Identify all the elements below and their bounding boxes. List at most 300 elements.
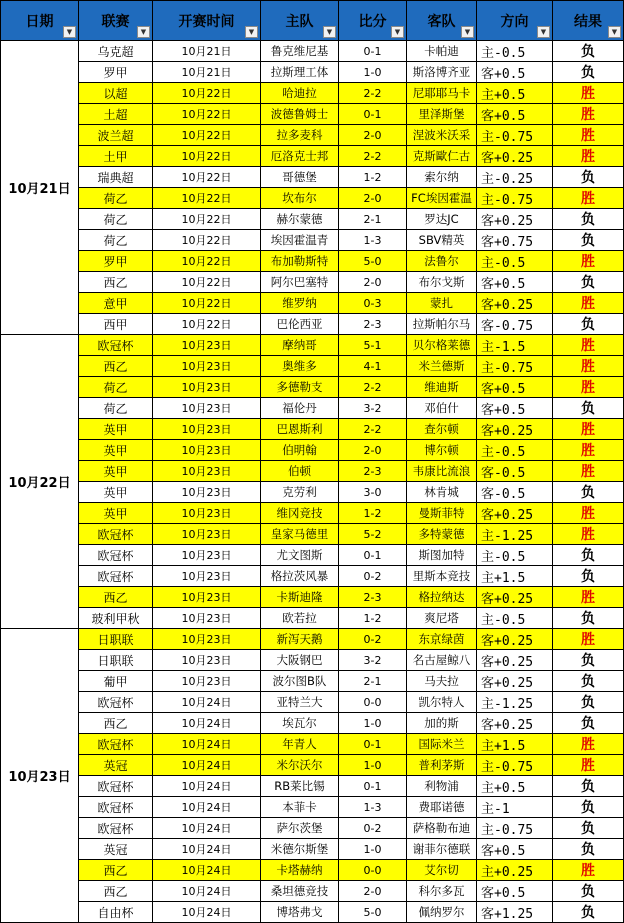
time-cell[interactable]: 10月22日 <box>153 167 261 188</box>
time-cell[interactable]: 10月23日 <box>153 503 261 524</box>
home-team-cell[interactable]: 赫尔蒙德 <box>261 209 339 230</box>
league-cell[interactable]: 西乙 <box>79 587 153 608</box>
result-cell[interactable]: 胜 <box>553 755 624 776</box>
time-cell[interactable]: 10月23日 <box>153 335 261 356</box>
result-cell[interactable]: 胜 <box>553 440 624 461</box>
direction-cell[interactable]: 客+0.25 <box>477 671 553 692</box>
home-team-cell[interactable]: 福伦丹 <box>261 398 339 419</box>
time-cell[interactable]: 10月24日 <box>153 734 261 755</box>
date-group-cell[interactable]: 10月22日 <box>1 335 79 629</box>
score-cell[interactable]: 2-1 <box>339 209 407 230</box>
home-team-cell[interactable]: 伯明翰 <box>261 440 339 461</box>
score-cell[interactable]: 2-2 <box>339 83 407 104</box>
result-cell[interactable]: 胜 <box>553 293 624 314</box>
away-team-cell[interactable]: 普利茅斯 <box>407 755 477 776</box>
home-team-cell[interactable]: 拉斯理工体 <box>261 62 339 83</box>
home-team-cell[interactable]: 巴伦西亚 <box>261 314 339 335</box>
direction-cell[interactable]: 客+0.5 <box>477 839 553 860</box>
home-team-cell[interactable]: 本菲卡 <box>261 797 339 818</box>
home-team-cell[interactable]: 卡斯迪隆 <box>261 587 339 608</box>
result-cell[interactable]: 负 <box>553 545 624 566</box>
league-cell[interactable]: 罗甲 <box>79 251 153 272</box>
score-cell[interactable]: 2-2 <box>339 146 407 167</box>
home-team-cell[interactable]: 拉多麦科 <box>261 125 339 146</box>
score-cell[interactable]: 0-1 <box>339 776 407 797</box>
time-cell[interactable]: 10月23日 <box>153 566 261 587</box>
time-cell[interactable]: 10月22日 <box>153 209 261 230</box>
result-cell[interactable]: 负 <box>553 314 624 335</box>
away-team-cell[interactable]: 罗达JC <box>407 209 477 230</box>
away-team-cell[interactable]: 里泽斯堡 <box>407 104 477 125</box>
league-cell[interactable]: 英甲 <box>79 482 153 503</box>
dropdown-arrow-icon[interactable]: ▼ <box>391 26 404 38</box>
score-cell[interactable]: 0-2 <box>339 818 407 839</box>
dropdown-arrow-icon[interactable]: ▼ <box>245 26 258 38</box>
home-team-cell[interactable]: 年青人 <box>261 734 339 755</box>
result-cell[interactable]: 负 <box>553 776 624 797</box>
away-team-cell[interactable]: 贝尔格莱德 <box>407 335 477 356</box>
result-cell[interactable]: 负 <box>553 41 624 62</box>
home-team-cell[interactable]: 卡塔赫纳 <box>261 860 339 881</box>
away-team-cell[interactable]: 蒙扎 <box>407 293 477 314</box>
away-team-cell[interactable]: 米兰德斯 <box>407 356 477 377</box>
result-cell[interactable]: 胜 <box>553 251 624 272</box>
score-cell[interactable]: 2-0 <box>339 188 407 209</box>
away-team-cell[interactable]: 利物浦 <box>407 776 477 797</box>
time-cell[interactable]: 10月24日 <box>153 755 261 776</box>
time-cell[interactable]: 10月23日 <box>153 398 261 419</box>
direction-cell[interactable]: 客+0.5 <box>477 377 553 398</box>
away-team-cell[interactable]: 萨格勒布迪 <box>407 818 477 839</box>
direction-cell[interactable]: 客-0.5 <box>477 461 553 482</box>
time-cell[interactable]: 10月23日 <box>153 524 261 545</box>
score-cell[interactable]: 1-2 <box>339 503 407 524</box>
time-cell[interactable]: 10月24日 <box>153 860 261 881</box>
home-team-cell[interactable]: 格拉茨风暴 <box>261 566 339 587</box>
away-team-cell[interactable]: 索尔纳 <box>407 167 477 188</box>
score-cell[interactable]: 0-2 <box>339 629 407 650</box>
league-cell[interactable]: 葡甲 <box>79 671 153 692</box>
result-cell[interactable]: 负 <box>553 482 624 503</box>
direction-cell[interactable]: 客+0.25 <box>477 146 553 167</box>
header-away[interactable] <box>407 1 477 41</box>
home-team-cell[interactable]: 维冈竞技 <box>261 503 339 524</box>
score-cell[interactable]: 2-1 <box>339 671 407 692</box>
away-team-cell[interactable]: 曼斯菲特 <box>407 503 477 524</box>
result-cell[interactable]: 负 <box>553 230 624 251</box>
result-cell[interactable]: 负 <box>553 692 624 713</box>
result-cell[interactable]: 负 <box>553 608 624 629</box>
league-cell[interactable]: 日职联 <box>79 650 153 671</box>
league-cell[interactable]: 欧冠杯 <box>79 797 153 818</box>
league-cell[interactable]: 荷乙 <box>79 209 153 230</box>
home-team-cell[interactable]: 摩纳哥 <box>261 335 339 356</box>
league-cell[interactable]: 欧冠杯 <box>79 335 153 356</box>
away-team-cell[interactable]: 谢菲尔德联 <box>407 839 477 860</box>
league-cell[interactable]: 英甲 <box>79 440 153 461</box>
home-team-cell[interactable]: 埃瓦尔 <box>261 713 339 734</box>
time-cell[interactable]: 10月23日 <box>153 608 261 629</box>
score-cell[interactable]: 1-0 <box>339 62 407 83</box>
away-team-cell[interactable]: 拉斯帕尔马 <box>407 314 477 335</box>
league-cell[interactable]: 荷乙 <box>79 398 153 419</box>
home-team-cell[interactable]: 哈迪拉 <box>261 83 339 104</box>
away-team-cell[interactable]: 林肯城 <box>407 482 477 503</box>
score-cell[interactable]: 2-3 <box>339 314 407 335</box>
result-cell[interactable]: 负 <box>553 272 624 293</box>
league-cell[interactable]: 乌克超 <box>79 41 153 62</box>
result-cell[interactable]: 负 <box>553 797 624 818</box>
score-cell[interactable]: 3-0 <box>339 482 407 503</box>
away-team-cell[interactable]: 名古屋鲸八 <box>407 650 477 671</box>
direction-cell[interactable]: 主-0.75 <box>477 125 553 146</box>
date-group-cell[interactable]: 10月21日 <box>1 41 79 335</box>
time-cell[interactable]: 10月24日 <box>153 797 261 818</box>
time-cell[interactable]: 10月23日 <box>153 419 261 440</box>
score-cell[interactable]: 5-0 <box>339 902 407 923</box>
home-team-cell[interactable]: 奥维多 <box>261 356 339 377</box>
time-cell[interactable]: 10月22日 <box>153 104 261 125</box>
home-team-cell[interactable]: 尤文图斯 <box>261 545 339 566</box>
away-team-cell[interactable]: 爽尼塔 <box>407 608 477 629</box>
away-team-cell[interactable]: 凯尔特人 <box>407 692 477 713</box>
time-cell[interactable]: 10月22日 <box>153 272 261 293</box>
time-cell[interactable]: 10月23日 <box>153 587 261 608</box>
direction-cell[interactable]: 主+0.5 <box>477 776 553 797</box>
dropdown-arrow-icon[interactable]: ▼ <box>608 26 621 38</box>
score-cell[interactable]: 1-0 <box>339 713 407 734</box>
score-cell[interactable]: 1-0 <box>339 755 407 776</box>
result-cell[interactable]: 负 <box>553 713 624 734</box>
league-cell[interactable]: 西甲 <box>79 314 153 335</box>
away-team-cell[interactable]: 费耶诺德 <box>407 797 477 818</box>
dropdown-arrow-icon[interactable]: ▼ <box>537 26 550 38</box>
score-cell[interactable]: 0-2 <box>339 566 407 587</box>
direction-cell[interactable]: 主-0.5 <box>477 545 553 566</box>
header-direction[interactable] <box>477 1 553 41</box>
score-cell[interactable]: 5-2 <box>339 524 407 545</box>
score-cell[interactable]: 5-1 <box>339 335 407 356</box>
score-cell[interactable]: 2-0 <box>339 881 407 902</box>
home-team-cell[interactable]: 波尔图B队 <box>261 671 339 692</box>
league-cell[interactable]: 英甲 <box>79 503 153 524</box>
away-team-cell[interactable]: 涅波米沃采 <box>407 125 477 146</box>
direction-cell[interactable]: 客+0.5 <box>477 398 553 419</box>
away-team-cell[interactable]: 韦康比流浪 <box>407 461 477 482</box>
home-team-cell[interactable]: 哥德堡 <box>261 167 339 188</box>
result-cell[interactable]: 负 <box>553 671 624 692</box>
dropdown-arrow-icon[interactable]: ▼ <box>323 26 336 38</box>
league-cell[interactable]: 土甲 <box>79 146 153 167</box>
away-team-cell[interactable]: 邓伯什 <box>407 398 477 419</box>
home-team-cell[interactable]: 维罗纳 <box>261 293 339 314</box>
direction-cell[interactable]: 客+1.25 <box>477 902 553 923</box>
score-cell[interactable]: 2-3 <box>339 461 407 482</box>
time-cell[interactable]: 10月23日 <box>153 440 261 461</box>
time-cell[interactable]: 10月22日 <box>153 188 261 209</box>
score-cell[interactable]: 0-1 <box>339 104 407 125</box>
direction-cell[interactable]: 主-1.5 <box>477 335 553 356</box>
direction-cell[interactable]: 主-0.75 <box>477 755 553 776</box>
result-cell[interactable]: 负 <box>553 839 624 860</box>
away-team-cell[interactable]: 尼耶耶马卡 <box>407 83 477 104</box>
league-cell[interactable]: 玻利甲秋 <box>79 608 153 629</box>
home-team-cell[interactable]: 巴恩斯利 <box>261 419 339 440</box>
time-cell[interactable]: 10月24日 <box>153 881 261 902</box>
result-cell[interactable]: 胜 <box>553 146 624 167</box>
result-cell[interactable]: 胜 <box>553 524 624 545</box>
dropdown-arrow-icon[interactable]: ▼ <box>63 26 76 38</box>
result-cell[interactable]: 胜 <box>553 734 624 755</box>
direction-cell[interactable]: 主-0.75 <box>477 188 553 209</box>
score-cell[interactable]: 0-1 <box>339 734 407 755</box>
league-cell[interactable]: 英甲 <box>79 419 153 440</box>
league-cell[interactable]: 西乙 <box>79 356 153 377</box>
direction-cell[interactable]: 主+0.5 <box>477 83 553 104</box>
home-team-cell[interactable]: 桑坦德竞技 <box>261 881 339 902</box>
away-team-cell[interactable]: 斯洛博齐亚 <box>407 62 477 83</box>
league-cell[interactable]: 荷乙 <box>79 230 153 251</box>
direction-cell[interactable]: 主-0.5 <box>477 440 553 461</box>
time-cell[interactable]: 10月24日 <box>153 818 261 839</box>
away-team-cell[interactable]: 加的斯 <box>407 713 477 734</box>
league-cell[interactable]: 荷乙 <box>79 188 153 209</box>
direction-cell[interactable]: 客+0.25 <box>477 629 553 650</box>
time-cell[interactable]: 10月24日 <box>153 692 261 713</box>
score-cell[interactable]: 0-1 <box>339 41 407 62</box>
home-team-cell[interactable]: 布加勒斯特 <box>261 251 339 272</box>
time-cell[interactable]: 10月22日 <box>153 83 261 104</box>
result-cell[interactable]: 胜 <box>553 335 624 356</box>
time-cell[interactable]: 10月22日 <box>153 251 261 272</box>
league-cell[interactable]: 欧冠杯 <box>79 524 153 545</box>
direction-cell[interactable]: 主+0.25 <box>477 860 553 881</box>
direction-cell[interactable]: 客+0.25 <box>477 587 553 608</box>
league-cell[interactable]: 日职联 <box>79 629 153 650</box>
header-home[interactable] <box>261 1 339 41</box>
direction-cell[interactable]: 主-0.75 <box>477 818 553 839</box>
time-cell[interactable]: 10月22日 <box>153 125 261 146</box>
result-cell[interactable]: 胜 <box>553 461 624 482</box>
away-team-cell[interactable]: 艾尔切 <box>407 860 477 881</box>
score-cell[interactable]: 2-2 <box>339 377 407 398</box>
home-team-cell[interactable]: 新泻天鹅 <box>261 629 339 650</box>
result-cell[interactable]: 胜 <box>553 503 624 524</box>
score-cell[interactable]: 2-0 <box>339 440 407 461</box>
away-team-cell[interactable]: 法鲁尔 <box>407 251 477 272</box>
result-cell[interactable]: 负 <box>553 902 624 923</box>
time-cell[interactable]: 10月23日 <box>153 650 261 671</box>
league-cell[interactable]: 西乙 <box>79 272 153 293</box>
away-team-cell[interactable]: 布尔戈斯 <box>407 272 477 293</box>
result-cell[interactable]: 胜 <box>553 83 624 104</box>
home-team-cell[interactable]: 阿尔巴塞特 <box>261 272 339 293</box>
time-cell[interactable]: 10月23日 <box>153 356 261 377</box>
league-cell[interactable]: 土超 <box>79 104 153 125</box>
time-cell[interactable]: 10月23日 <box>153 629 261 650</box>
date-group-cell[interactable]: 10月23日 <box>1 629 79 923</box>
direction-cell[interactable]: 客+0.5 <box>477 881 553 902</box>
direction-cell[interactable]: 客+0.25 <box>477 293 553 314</box>
result-cell[interactable]: 负 <box>553 818 624 839</box>
league-cell[interactable]: 欧冠杯 <box>79 566 153 587</box>
score-cell[interactable]: 1-0 <box>339 839 407 860</box>
direction-cell[interactable]: 客+0.25 <box>477 209 553 230</box>
league-cell[interactable]: 英甲 <box>79 461 153 482</box>
home-team-cell[interactable]: RB莱比锡 <box>261 776 339 797</box>
score-cell[interactable]: 2-2 <box>339 419 407 440</box>
home-team-cell[interactable]: 坎布尔 <box>261 188 339 209</box>
away-team-cell[interactable]: 佩纳罗尔 <box>407 902 477 923</box>
time-cell[interactable]: 10月22日 <box>153 293 261 314</box>
time-cell[interactable]: 10月24日 <box>153 839 261 860</box>
home-team-cell[interactable]: 萨尔茨堡 <box>261 818 339 839</box>
home-team-cell[interactable]: 皇家马德里 <box>261 524 339 545</box>
time-cell[interactable]: 10月23日 <box>153 377 261 398</box>
league-cell[interactable]: 荷乙 <box>79 377 153 398</box>
away-team-cell[interactable]: 克斯歐仁古 <box>407 146 477 167</box>
result-cell[interactable]: 负 <box>553 209 624 230</box>
league-cell[interactable]: 罗甲 <box>79 62 153 83</box>
dropdown-arrow-icon[interactable]: ▼ <box>461 26 474 38</box>
league-cell[interactable]: 欧冠杯 <box>79 734 153 755</box>
home-team-cell[interactable]: 欧若拉 <box>261 608 339 629</box>
home-team-cell[interactable]: 厄洛克士邦 <box>261 146 339 167</box>
score-cell[interactable]: 1-3 <box>339 797 407 818</box>
score-cell[interactable]: 2-0 <box>339 272 407 293</box>
league-cell[interactable]: 欧冠杯 <box>79 545 153 566</box>
header-date[interactable] <box>1 1 79 41</box>
result-cell[interactable]: 负 <box>553 398 624 419</box>
direction-cell[interactable]: 主-1 <box>477 797 553 818</box>
away-team-cell[interactable]: SBV精英 <box>407 230 477 251</box>
result-cell[interactable]: 胜 <box>553 125 624 146</box>
result-cell[interactable]: 胜 <box>553 377 624 398</box>
result-cell[interactable]: 胜 <box>553 419 624 440</box>
league-cell[interactable]: 欧冠杯 <box>79 692 153 713</box>
away-team-cell[interactable]: 维迪斯 <box>407 377 477 398</box>
result-cell[interactable]: 胜 <box>553 860 624 881</box>
home-team-cell[interactable]: 波德鲁姆士 <box>261 104 339 125</box>
score-cell[interactable]: 5-0 <box>339 251 407 272</box>
score-cell[interactable]: 4-1 <box>339 356 407 377</box>
score-cell[interactable]: 3-2 <box>339 650 407 671</box>
header-result[interactable] <box>553 1 624 41</box>
direction-cell[interactable]: 主-0.5 <box>477 608 553 629</box>
away-team-cell[interactable]: 多特蒙德 <box>407 524 477 545</box>
time-cell[interactable]: 10月22日 <box>153 230 261 251</box>
score-cell[interactable]: 0-0 <box>339 860 407 881</box>
result-cell[interactable]: 负 <box>553 650 624 671</box>
away-team-cell[interactable]: 东京绿茵 <box>407 629 477 650</box>
league-cell[interactable]: 意甲 <box>79 293 153 314</box>
time-cell[interactable]: 10月21日 <box>153 62 261 83</box>
league-cell[interactable]: 西乙 <box>79 713 153 734</box>
away-team-cell[interactable]: 里斯本竞技 <box>407 566 477 587</box>
time-cell[interactable]: 10月21日 <box>153 41 261 62</box>
time-cell[interactable]: 10月23日 <box>153 671 261 692</box>
result-cell[interactable]: 胜 <box>553 188 624 209</box>
direction-cell[interactable]: 客+0.25 <box>477 650 553 671</box>
result-cell[interactable]: 胜 <box>553 356 624 377</box>
league-cell[interactable]: 波兰超 <box>79 125 153 146</box>
home-team-cell[interactable]: 亚特兰大 <box>261 692 339 713</box>
away-team-cell[interactable]: 科尔多瓦 <box>407 881 477 902</box>
league-cell[interactable]: 以超 <box>79 83 153 104</box>
result-cell[interactable]: 负 <box>553 167 624 188</box>
league-cell[interactable]: 西乙 <box>79 881 153 902</box>
direction-cell[interactable]: 客+0.5 <box>477 104 553 125</box>
home-team-cell[interactable]: 大阪钢巴 <box>261 650 339 671</box>
result-cell[interactable]: 胜 <box>553 104 624 125</box>
direction-cell[interactable]: 主+1.5 <box>477 734 553 755</box>
time-cell[interactable]: 10月23日 <box>153 545 261 566</box>
direction-cell[interactable]: 客+0.75 <box>477 230 553 251</box>
result-cell[interactable]: 负 <box>553 62 624 83</box>
home-team-cell[interactable]: 埃因霍温青 <box>261 230 339 251</box>
home-team-cell[interactable]: 米德尔斯堡 <box>261 839 339 860</box>
direction-cell[interactable]: 主-0.25 <box>477 167 553 188</box>
score-cell[interactable]: 1-3 <box>339 230 407 251</box>
league-cell[interactable]: 英冠 <box>79 839 153 860</box>
header-time[interactable] <box>153 1 261 41</box>
away-team-cell[interactable]: 国际米兰 <box>407 734 477 755</box>
result-cell[interactable]: 负 <box>553 566 624 587</box>
direction-cell[interactable]: 主-0.5 <box>477 251 553 272</box>
league-cell[interactable]: 瑞典超 <box>79 167 153 188</box>
time-cell[interactable]: 10月23日 <box>153 482 261 503</box>
time-cell[interactable]: 10月23日 <box>153 461 261 482</box>
away-team-cell[interactable]: 博尔顿 <box>407 440 477 461</box>
time-cell[interactable]: 10月24日 <box>153 902 261 923</box>
direction-cell[interactable]: 客-0.75 <box>477 314 553 335</box>
direction-cell[interactable]: 主-1.25 <box>477 524 553 545</box>
direction-cell[interactable]: 客+0.25 <box>477 419 553 440</box>
direction-cell[interactable]: 客+0.5 <box>477 272 553 293</box>
score-cell[interactable]: 0-0 <box>339 692 407 713</box>
away-team-cell[interactable]: 卡帕迪 <box>407 41 477 62</box>
score-cell[interactable]: 3-2 <box>339 398 407 419</box>
away-team-cell[interactable]: 格拉纳达 <box>407 587 477 608</box>
result-cell[interactable]: 负 <box>553 881 624 902</box>
away-team-cell[interactable]: FC埃因霍温 <box>407 188 477 209</box>
score-cell[interactable]: 2-0 <box>339 125 407 146</box>
direction-cell[interactable]: 客+0.25 <box>477 503 553 524</box>
time-cell[interactable]: 10月22日 <box>153 314 261 335</box>
home-team-cell[interactable]: 博塔弗戈 <box>261 902 339 923</box>
home-team-cell[interactable]: 多德勒支 <box>261 377 339 398</box>
home-team-cell[interactable]: 伯顿 <box>261 461 339 482</box>
direction-cell[interactable]: 客+0.5 <box>477 62 553 83</box>
home-team-cell[interactable]: 米尔沃尔 <box>261 755 339 776</box>
score-cell[interactable]: 0-1 <box>339 545 407 566</box>
league-cell[interactable]: 英冠 <box>79 755 153 776</box>
league-cell[interactable]: 西乙 <box>79 860 153 881</box>
time-cell[interactable]: 10月24日 <box>153 776 261 797</box>
score-cell[interactable]: 2-3 <box>339 587 407 608</box>
result-cell[interactable]: 胜 <box>553 587 624 608</box>
header-league[interactable] <box>79 1 153 41</box>
direction-cell[interactable]: 主+1.5 <box>477 566 553 587</box>
direction-cell[interactable]: 主-0.5 <box>477 41 553 62</box>
direction-cell[interactable]: 客-0.5 <box>477 482 553 503</box>
direction-cell[interactable]: 主-0.75 <box>477 356 553 377</box>
score-cell[interactable]: 0-3 <box>339 293 407 314</box>
league-cell[interactable]: 自由杯 <box>79 902 153 923</box>
away-team-cell[interactable]: 斯图加特 <box>407 545 477 566</box>
away-team-cell[interactable]: 马夫拉 <box>407 671 477 692</box>
result-cell[interactable]: 胜 <box>553 629 624 650</box>
